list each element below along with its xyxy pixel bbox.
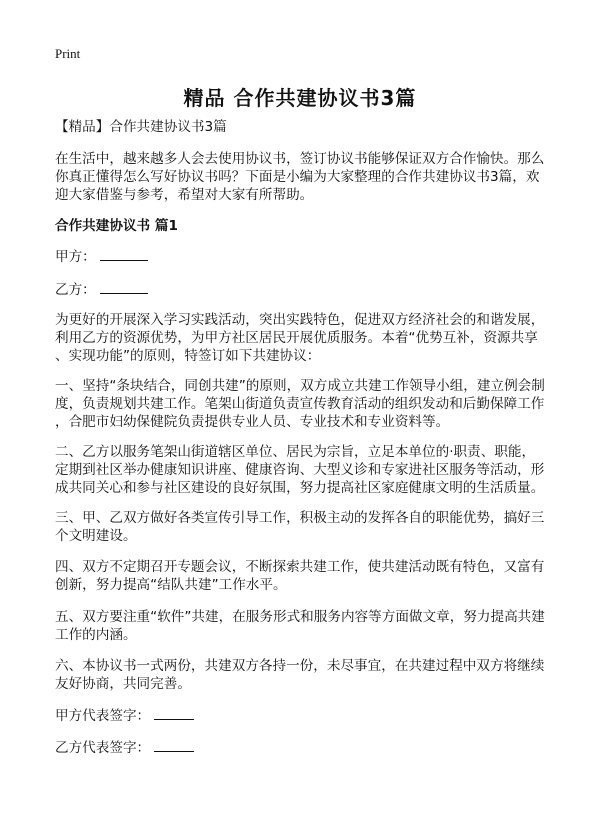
paragraph-line: 五、双方要注重“软件”共建，在服务形式和服务内容等方面做文章，努力提高共建 [55, 609, 545, 625]
paragraph-line: 度，负责规划共建工作。笔架山街道负责宣传教育活动的组织发动和后勤保障工作 [55, 396, 545, 412]
section-heading: 合作共建协议书 篇1 [55, 218, 178, 234]
party-b-blank [100, 281, 148, 294]
sign-b-field [55, 739, 194, 757]
paragraph-line: 四、双方不定期召开专题会议，不断探索共建工作，使共建活动既有特色，又富有 [55, 559, 545, 575]
paragraph-line: 工作的内涵。 [55, 627, 137, 643]
agreement-paragraph [55, 558, 544, 594]
paragraph-line: 成共同关心和参与社区建设的良好氛围，努力提高社区家庭健康文明的生活质量。 [55, 480, 545, 496]
paragraph-line: 定期到社区举办健康知识讲座、健康咨询、大型义诊和专家进社区服务等活动，形 [55, 462, 545, 478]
sign-a-blank [154, 707, 194, 720]
page-title: 精品 合作共建协议书3篇 [183, 86, 417, 110]
paragraph-line: 创新，努力提高“结队共建”工作水平。 [55, 577, 287, 593]
agreement-paragraph [55, 311, 544, 365]
print-link[interactable]: Print [55, 46, 81, 61]
paragraph-line: 个文明建设。 [55, 528, 137, 544]
party-a-blank [100, 248, 148, 261]
intro-line: 迎大家借鉴与参考，希望对大家有所帮助。 [55, 187, 314, 203]
party-b-field [55, 281, 148, 299]
intro-paragraph [55, 150, 544, 204]
sign-b-label: 乙方代表签字： [55, 740, 151, 756]
paragraph-line: 为更好的开展深入学习实践活动，突出实践特色，促进双方经济社会的和谐发展， [55, 312, 545, 328]
paragraph-line: 三、甲、乙双方做好各类宣传引导工作，积极主动的发挥各自的职能优势，搞好三 [55, 510, 545, 526]
party-b-label: 乙方： [55, 282, 96, 298]
sign-b-blank [154, 739, 194, 752]
paragraph-line: 二、乙方以服务笔架山街道辖区单位、居民为宗旨，立足本单位的·职责、职能， [55, 444, 536, 460]
paragraph-line: ，合肥市妇幼保健院负责提供专业人员、专业技术和专业资料等。 [55, 414, 450, 430]
paragraph-line: 利用乙方的资源优势，为甲方社区居民开展优质服务。本着“优势互补，资源共享 [55, 330, 538, 346]
agreement-paragraph [55, 443, 544, 497]
sign-a-label: 甲方代表签字： [55, 708, 151, 724]
agreement-paragraph [55, 608, 545, 644]
intro-line: 在生活中，越来越多人会去使用协议书，签订协议书能够保证双方合作愉快。那么 [55, 151, 545, 167]
paragraph-line: 友好协商，共同完善。 [55, 676, 191, 692]
agreement-paragraph [55, 657, 544, 693]
party-a-label: 甲方： [55, 249, 96, 265]
agreement-paragraph [55, 377, 545, 431]
paragraph-line: 六、本协议书一式两份，共建双方各持一份，未尽事宜，在共建过程中双方将继续 [55, 658, 545, 674]
paragraph-line: 一、坚持“条块结合，同创共建”的原则，双方成立共建工作领导小组，建立例会制 [55, 378, 545, 394]
party-a-field [55, 248, 148, 266]
intro-line: 你真正懂得怎么写好协议书吗？下面是小编为大家整理的合作共建协议书3篇，欢 [55, 169, 540, 185]
paragraph-line: 、实现功能”的原则，特签订如下共建协议： [55, 348, 321, 364]
subtitle: 【精品】合作共建协议书3篇 [55, 119, 227, 135]
agreement-paragraph [55, 509, 544, 545]
sign-a-field [55, 707, 194, 725]
